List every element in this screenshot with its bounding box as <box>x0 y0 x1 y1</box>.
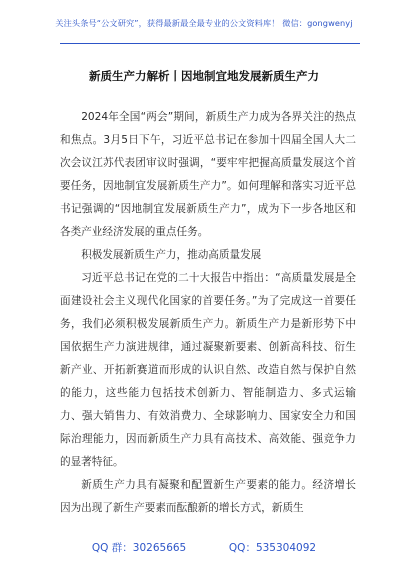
footer-contact <box>0 540 408 555</box>
section-heading: 积极发展新质生产力，推动高质量发展 <box>81 249 262 261</box>
footer-qq: QQ：535304092 <box>228 542 317 554</box>
paragraph-new-factors: 新质生产力具有凝聚和配置新生产要素的能力。经济增长因为出现了新生产要素而酝酿新的增长方式，新质生 <box>60 479 356 514</box>
document-title: 新质生产力解析丨因地制宜地发展新质生产力 <box>89 69 319 83</box>
footer-qq-group: QQ 群：30265665 <box>91 542 187 554</box>
header-banner: 关注头条号“公文研究”，获得最新最全最专业的公文资料库！ 微信：gongwenyj <box>55 18 353 28</box>
header-divider <box>60 43 360 44</box>
document-body <box>60 106 356 520</box>
paragraph-quality-development: 习近平总书记在党的二十大报告中指出：“高质量发展是全面建设社会主义现代化国家的首要任务。”为了完成这一首要任务，我们必须积极发展新质生产力。新质生产力是新形势下中国依据生产力演进规律，通过凝聚新要素、创新高科技、衍生新产业、开拓新赛道而形成的认识自然、改造自然与保护自然的能力，这些能力包括技术创新力、智能制造力、多式运输力、强大销售力、有效消费力、全球影响力、国家安全力和国际治理能力，因而新质生产力具有高技术、高效能、强竞争力的显著特征。 <box>60 272 356 468</box>
paragraph-intro: 2024年全国“两会”期间，新质生产力成为各界关注的热点和焦点。3月5日下午，习近平总书记在参加十四届全国人大二次会议江苏代表团审议时强调，“要牢牢把握高质量发展这个首要任务，因地制宜发展新质生产力”。如何理解和落实习近平总书记强调的“因地制宜发展新质生产力”，成为下一步各地区和各类产业经济发展的重点任务。 <box>60 111 356 238</box>
